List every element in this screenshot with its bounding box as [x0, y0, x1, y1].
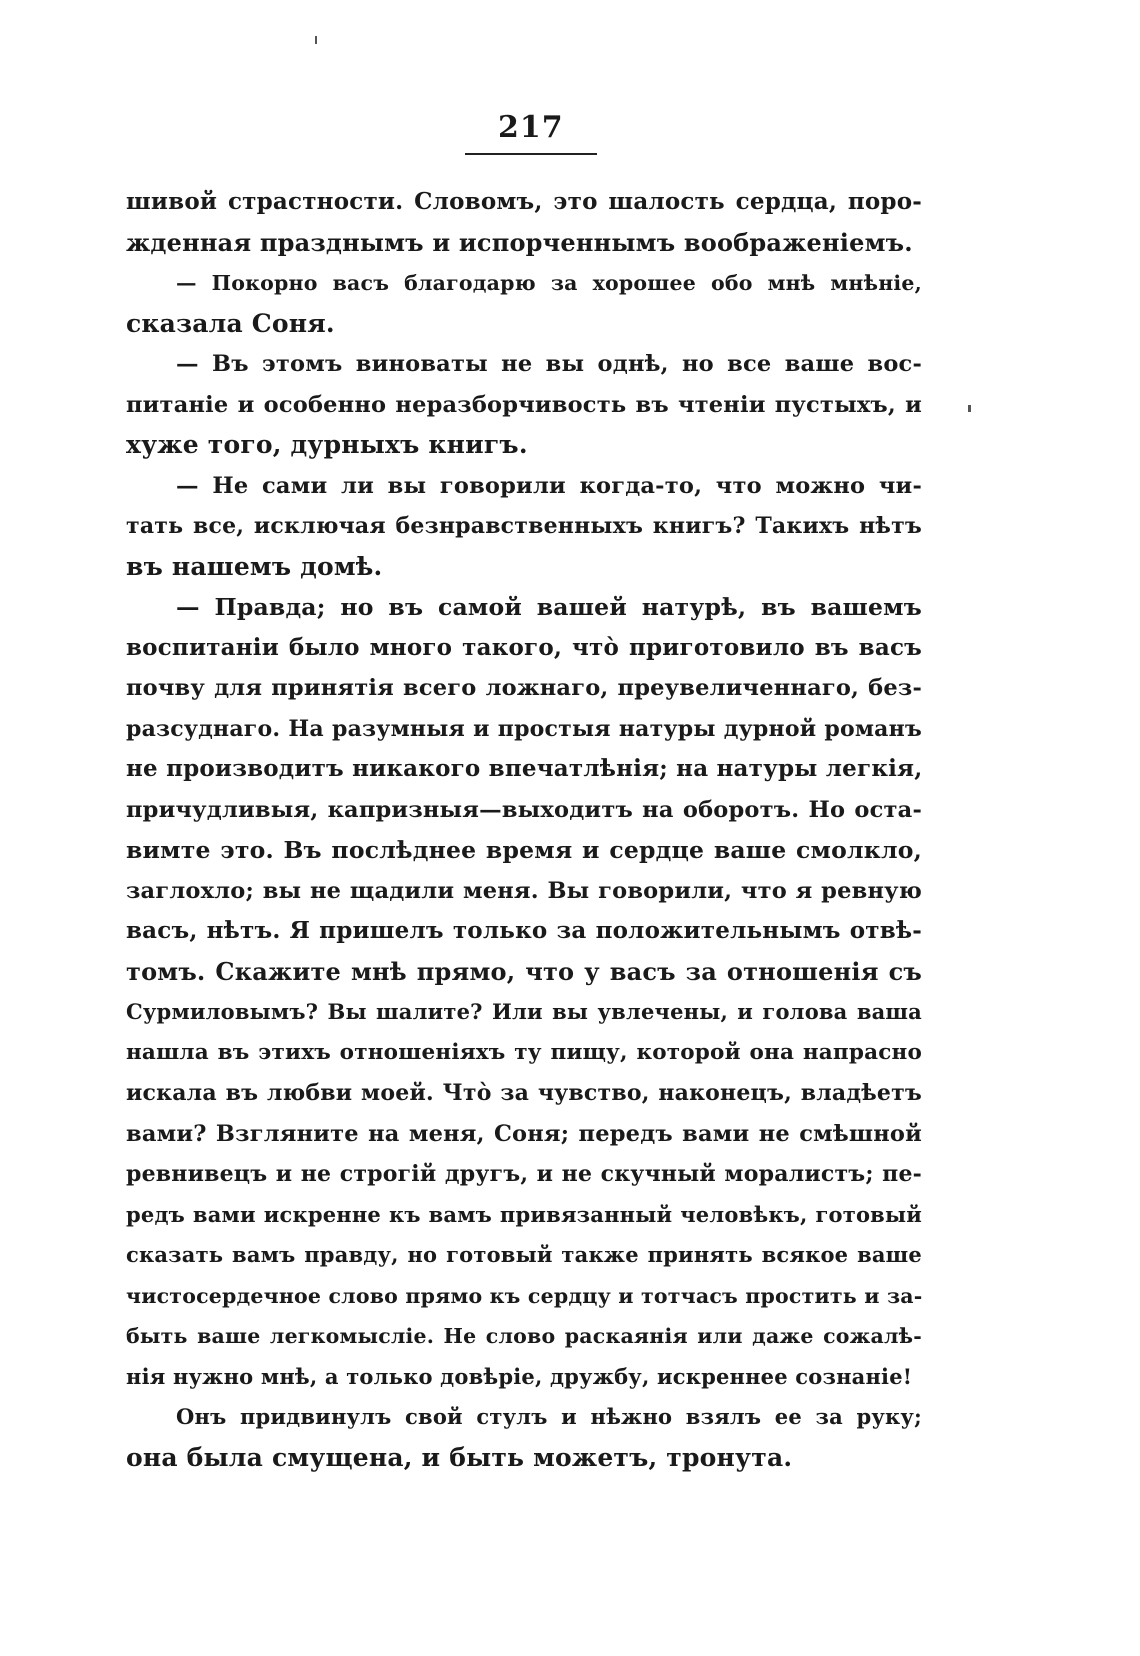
- text-line: шивой страстности. Словомъ, это шалость сердца, поро-: [126, 188, 922, 215]
- text-line: воспитаніи было много такого, что̀ приготовило въ васъ: [126, 633, 922, 661]
- text-line: — Правда; но въ самой вашей натурѣ, въ вашемъ: [176, 593, 922, 621]
- text-line: быть ваше легкомысліе. Не слово раскаянія или даже сожалѣ-: [126, 1324, 922, 1348]
- body-text: [126, 182, 922, 1478]
- text-line: — Не сами ли вы говорили когда-то, что можно чи-: [176, 472, 922, 499]
- scan-speck: [968, 405, 971, 412]
- text-line: въ нашемъ домѣ.: [126, 551, 383, 581]
- text-line: томъ. Скажите мнѣ прямо, что у васъ за отношенія съ: [126, 956, 922, 986]
- text-line: — Въ этомъ виноваты не вы однѣ, но все ваше вос-: [176, 351, 922, 377]
- text-line: почву для принятія всего ложнаго, преувеличеннаго, без-: [126, 675, 922, 701]
- page-number: 217: [498, 110, 564, 145]
- text-line: Онъ придвинулъ свой стулъ и нѣжно взялъ ее за руку;: [176, 1404, 922, 1429]
- text-line: — Покорно васъ благодарю за хорошее обо мнѣ мнѣніе,: [176, 271, 922, 295]
- text-line: нашла въ этихъ отношеніяхъ ту пищу, которой она напрасно: [126, 1039, 922, 1065]
- scan-speck: [315, 36, 317, 44]
- text-line: заглохло; вы не щадили меня. Вы говорили, что я ревную: [126, 877, 922, 904]
- text-line: васъ, нѣтъ. Я пришелъ только за положительнымъ отвѣ-: [126, 917, 922, 944]
- text-line: причудливыя, капризныя—выходитъ на оборотъ. Но оста-: [126, 796, 922, 823]
- text-line: разсуднаго. На разумныя и простыя натуры дурной романъ: [126, 715, 922, 742]
- text-line: жденная празднымъ и испорченнымъ воображеніемъ.: [126, 227, 913, 257]
- text-line: Сурмиловымъ? Вы шалите? Или вы увлечены, и голова ваша: [126, 999, 922, 1024]
- text-line: сказала Соня.: [126, 308, 335, 338]
- text-line: не производитъ никакого впечатлѣнія; на натуры легкія,: [126, 755, 923, 782]
- text-line: редъ вами искренне къ вамъ привязанный человѣкъ, готовый: [126, 1201, 922, 1227]
- text-line: тать все, исключая безнравственныхъ книгъ? Такихъ нѣтъ: [126, 513, 922, 539]
- text-line: ревнивецъ и не строгій другъ, и не скучный моралистъ; пе-: [126, 1161, 922, 1187]
- text-line: чистосердечное слово прямо къ сердцу и тотчасъ простить и за-: [126, 1283, 923, 1308]
- text-line: нія нужно мнѣ, а только довѣріе, дружбу, искреннее сознаніе!: [126, 1363, 913, 1389]
- page-number-rule: [465, 153, 597, 155]
- text-line: вами? Взгляните на меня, Соня; передъ вами не смѣшной: [126, 1120, 922, 1147]
- text-line: сказать вамъ правду, но готовый также принять всякое ваше: [126, 1242, 922, 1267]
- text-line: вимте это. Въ послѣднее время и сердце ваше смолкло,: [126, 836, 922, 864]
- text-line: искала въ любви моей. Что̀ за чувство, наконецъ, владѣетъ: [126, 1080, 922, 1106]
- text-line: хуже того, дурныхъ книгъ.: [126, 430, 528, 459]
- text-line: питаніе и особенно неразборчивость въ чтеніи пустыхъ, и: [126, 391, 922, 418]
- text-line: она была смущена, и быть можетъ, тронута.: [126, 1442, 793, 1472]
